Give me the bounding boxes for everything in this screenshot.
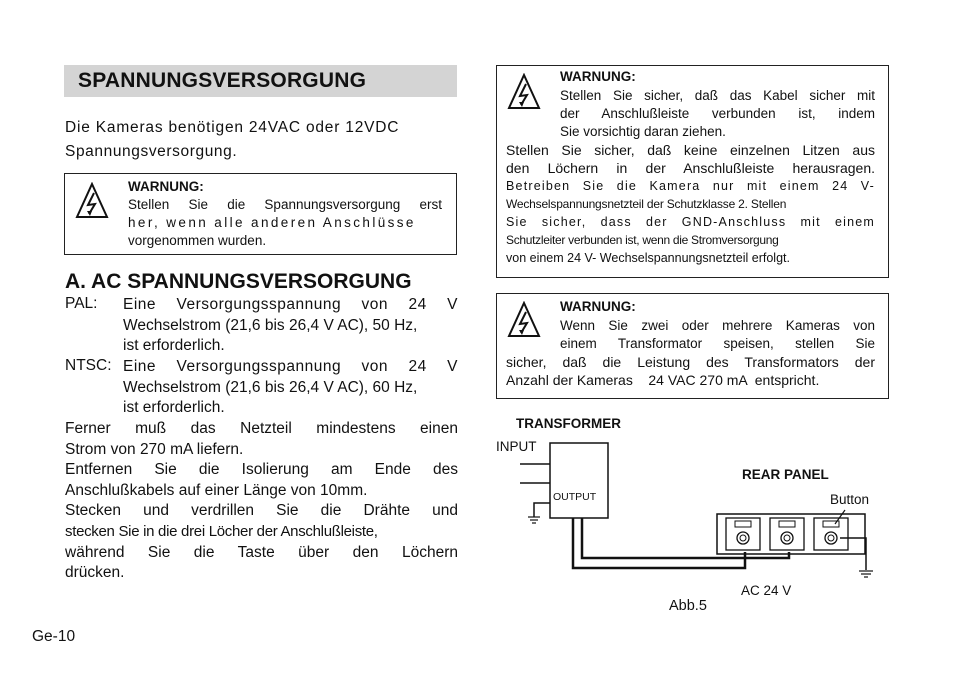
input-label: INPUT <box>496 439 537 454</box>
ntsc-line: Eine Versorgungsspannung von 24 V <box>123 358 458 375</box>
button-label: Button <box>830 492 870 507</box>
ground-symbol-icon <box>859 571 873 577</box>
terminal-1 <box>726 518 760 550</box>
rear-panel-label: REAR PANEL <box>742 467 829 482</box>
warning-line: her, wenn alle anderen Anschlüsse <box>128 215 416 230</box>
ntsc-text <box>123 357 458 419</box>
output-label: OUTPUT <box>553 491 597 503</box>
wiring-diagram <box>490 430 890 600</box>
ac-voltage-label: AC 24 V <box>741 583 792 598</box>
button-pointer <box>835 510 845 524</box>
section-title: SPANNUNGSVERSORGUNG <box>78 69 367 92</box>
ground-symbol-icon <box>528 517 540 523</box>
warning-line: Betreiben Sie die Kamera nur mit einem 24 V- <box>506 179 875 193</box>
terminal-3 <box>814 518 848 550</box>
warning-triangle-icon <box>75 182 109 220</box>
warning-line: vorgenommen wurden. <box>128 233 267 248</box>
body-line: stecken Sie in die drei Löcher der Anschlußleiste, <box>65 522 378 540</box>
warning-text <box>560 87 875 141</box>
ntsc-line: ist erforderlich. <box>123 399 225 416</box>
body-line: Strom von 270 mA liefern. <box>65 440 244 458</box>
pal-line: Wechselstrom (21,6 bis 26,4 V AC), 50 Hz, <box>123 316 418 334</box>
body-line: Stecken und verdrillen Sie die Drähte und <box>65 502 458 520</box>
warning-text <box>128 196 442 250</box>
body-paragraph <box>65 419 458 584</box>
warning-text-full <box>506 353 875 389</box>
ntsc-label: NTSC: <box>65 357 112 374</box>
transformer-box <box>550 443 608 518</box>
warning-line: Stellen Sie sicher, daß das Kabel sicher mit <box>560 88 875 103</box>
warning-line: Anzahl der Kameras 24 VAC 270 mA entspricht. <box>506 372 820 388</box>
pal-text <box>123 295 458 357</box>
output-wire <box>582 518 789 558</box>
body-line: Anschlußkabels auf einer Länge von 10mm. <box>65 481 368 499</box>
warning-box-cable <box>496 65 889 278</box>
warning-line: Stellen Sie die Spannungsversorgung erst <box>128 197 442 212</box>
output-wire <box>573 518 745 568</box>
body-line: drücken. <box>65 564 125 582</box>
warning-line: sicher, daß die Leistung des Transformators der <box>506 354 875 370</box>
warning-line: Sie sicher, dass der GND-Anschluss mit einem <box>506 215 875 229</box>
warning-line: einem Transformator speisen, stellen Sie <box>560 336 875 351</box>
body-line: Ferner muß das Netzteil mindestens einen <box>65 420 458 437</box>
pal-label: PAL: <box>65 295 98 312</box>
intro-line: Spannungsversorgung. <box>65 143 238 160</box>
intro-paragraph <box>65 117 457 162</box>
transformer-ground-wire <box>534 503 550 517</box>
warning-box-power-order <box>64 173 457 255</box>
warning-text-full <box>506 141 875 267</box>
warning-line: Wenn Sie zwei oder mehrere Kameras von <box>560 318 875 333</box>
pal-line: Eine Versorgungsspannung von 24 V <box>123 296 458 313</box>
warning-line: den Löchern in der Anschlußleiste herausragen. <box>506 160 875 176</box>
warning-line: Stellen Sie sicher, daß keine einzelnen Litzen aus <box>506 142 875 158</box>
warning-line: Sie vorsichtig daran ziehen. <box>560 124 726 139</box>
warning-box-multiple-cameras <box>496 293 889 399</box>
pal-line: ist erforderlich. <box>123 337 225 354</box>
warning-text <box>560 317 875 353</box>
page-number: Ge-10 <box>32 628 76 645</box>
warning-line: Wechselspannungsnetzteil der Schutzklasse 2. Stellen <box>506 197 787 211</box>
warning-title: WARNUNG: <box>128 179 204 194</box>
ntsc-line: Wechselstrom (21,6 bis 26,4 V AC), 60 Hz, <box>123 378 418 396</box>
warning-triangle-icon <box>507 73 541 111</box>
body-line: während Sie die Taste über den Löchern <box>65 543 458 561</box>
terminal-2 <box>770 518 804 550</box>
warning-line: von einem 24 V- Wechselspannungsnetzteil erfolgt. <box>506 251 790 265</box>
intro-line: Die Kameras benötigen 24VAC oder 12VDC <box>65 119 400 136</box>
warning-line: Schutzleiter verbunden ist, wenn die Stromversorgung <box>506 233 779 247</box>
warning-title: WARNUNG: <box>560 69 636 84</box>
heading-ac-power: A. AC SPANNUNGSVERSORGUNG <box>65 270 412 293</box>
warning-line: der Anschlußleiste verbunden ist, indem <box>560 106 875 121</box>
body-line: Entfernen Sie die Isolierung am Ende des <box>65 461 458 479</box>
transformer-label: TRANSFORMER <box>516 416 621 431</box>
warning-triangle-icon <box>507 301 541 339</box>
warning-title: WARNUNG: <box>560 299 636 314</box>
figure-caption: Abb.5 <box>669 598 707 614</box>
